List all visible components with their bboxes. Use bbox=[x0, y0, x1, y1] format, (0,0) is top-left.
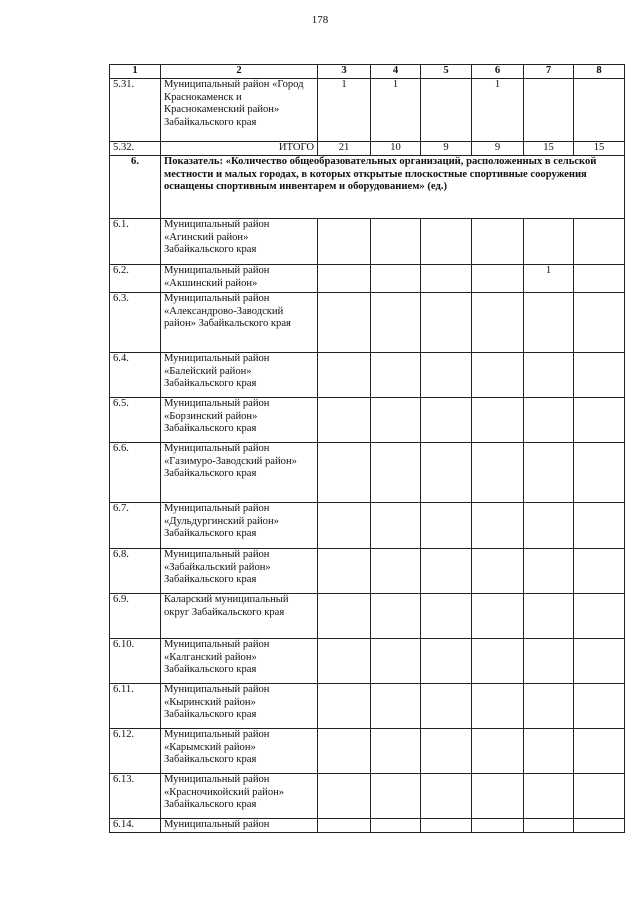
value-cell bbox=[421, 503, 472, 549]
row-number: 6.4. bbox=[110, 353, 161, 398]
total-value: 9 bbox=[472, 142, 524, 156]
value-cell bbox=[371, 684, 421, 729]
value-cell bbox=[318, 819, 371, 833]
value-cell bbox=[318, 774, 371, 819]
value-cell bbox=[421, 265, 472, 293]
district-name: Муниципальный район «Красночикойский район» Забайкальского края bbox=[161, 774, 318, 819]
value-cell bbox=[371, 729, 421, 774]
data-table bbox=[109, 64, 625, 833]
table-row bbox=[110, 729, 625, 774]
district-name: Муниципальный район «Александрово-Заводский район» Забайкальского края bbox=[161, 293, 318, 353]
value-cell bbox=[472, 503, 524, 549]
value-cell bbox=[421, 293, 472, 353]
district-rows bbox=[110, 219, 625, 833]
value-cell bbox=[421, 353, 472, 398]
value-cell bbox=[421, 729, 472, 774]
value-cell bbox=[574, 594, 625, 639]
district-name: Муниципальный район «Газимуро-Заводский район» Забайкальского края bbox=[161, 443, 318, 503]
value-cell bbox=[318, 639, 371, 684]
district-name: Муниципальный район «Карымский район» Забайкальского края bbox=[161, 729, 318, 774]
value-cell bbox=[524, 79, 574, 142]
row-number: 6.8. bbox=[110, 549, 161, 594]
value-cell bbox=[574, 549, 625, 594]
header-cell: 4 bbox=[371, 65, 421, 79]
table-row bbox=[110, 549, 625, 594]
value-cell bbox=[421, 639, 472, 684]
value-cell bbox=[371, 774, 421, 819]
district-name: Муниципальный район «Калганский район» Забайкальского края bbox=[161, 639, 318, 684]
value-cell bbox=[472, 639, 524, 684]
district-name: Муниципальный район «Кыринский район» Забайкальского края bbox=[161, 684, 318, 729]
table-row bbox=[110, 219, 625, 265]
header-cell: 6 bbox=[472, 65, 524, 79]
row-number: 6.12. bbox=[110, 729, 161, 774]
value-cell bbox=[371, 443, 421, 503]
header-cell: 8 bbox=[574, 65, 625, 79]
value-cell bbox=[421, 443, 472, 503]
district-name: Муниципальный район «Балейский район» Забайкальского края bbox=[161, 353, 318, 398]
value-cell bbox=[421, 774, 472, 819]
header-cell: 1 bbox=[110, 65, 161, 79]
row-number: 6.13. bbox=[110, 774, 161, 819]
total-label: ИТОГО bbox=[161, 142, 318, 156]
value-cell bbox=[371, 293, 421, 353]
table-row bbox=[110, 265, 625, 293]
value-cell bbox=[318, 684, 371, 729]
total-value: 9 bbox=[421, 142, 472, 156]
value-cell bbox=[524, 684, 574, 729]
district-name: Муниципальный район «Дульдургинский район» Забайкальского края bbox=[161, 503, 318, 549]
value-cell bbox=[574, 503, 625, 549]
row-number: 5.32. bbox=[110, 142, 161, 156]
total-row bbox=[110, 142, 625, 156]
value-cell bbox=[421, 819, 472, 833]
header-cell: 2 bbox=[161, 65, 318, 79]
value-cell bbox=[524, 219, 574, 265]
value-cell bbox=[318, 353, 371, 398]
value-cell: 1 bbox=[524, 265, 574, 293]
value-cell bbox=[574, 353, 625, 398]
value-cell bbox=[421, 79, 472, 142]
row-number: 6.14. bbox=[110, 819, 161, 833]
header-row bbox=[110, 65, 625, 79]
row-number: 6.1. bbox=[110, 219, 161, 265]
row-number: 5.31. bbox=[110, 79, 161, 142]
value-cell bbox=[472, 819, 524, 833]
table-row bbox=[110, 774, 625, 819]
value-cell bbox=[318, 549, 371, 594]
value-cell bbox=[524, 549, 574, 594]
table-row bbox=[110, 639, 625, 684]
value-cell bbox=[574, 219, 625, 265]
district-name: Муниципальный район «Акшинский район» bbox=[161, 265, 318, 293]
value-cell bbox=[524, 398, 574, 443]
value-cell bbox=[472, 774, 524, 819]
total-value: 15 bbox=[524, 142, 574, 156]
district-name: Муниципальный район «Агинский район» Забайкальского края bbox=[161, 219, 318, 265]
value-cell bbox=[524, 443, 574, 503]
value-cell bbox=[318, 443, 371, 503]
value-cell bbox=[318, 503, 371, 549]
value-cell bbox=[371, 503, 421, 549]
value-cell bbox=[472, 353, 524, 398]
header-cell: 7 bbox=[524, 65, 574, 79]
value-cell bbox=[574, 819, 625, 833]
value-cell bbox=[524, 293, 574, 353]
value-cell bbox=[371, 398, 421, 443]
district-name: Муниципальный район bbox=[161, 819, 318, 833]
value-cell: 1 bbox=[318, 79, 371, 142]
value-cell bbox=[371, 353, 421, 398]
value-cell bbox=[371, 265, 421, 293]
value-cell bbox=[318, 219, 371, 265]
total-value: 21 bbox=[318, 142, 371, 156]
value-cell bbox=[371, 819, 421, 833]
value-cell bbox=[574, 293, 625, 353]
row-number: 6.3. bbox=[110, 293, 161, 353]
value-cell bbox=[472, 594, 524, 639]
table-row bbox=[110, 503, 625, 549]
value-cell bbox=[421, 219, 472, 265]
row-number: 6.10. bbox=[110, 639, 161, 684]
value-cell bbox=[524, 819, 574, 833]
row-number: 6.5. bbox=[110, 398, 161, 443]
value-cell bbox=[421, 594, 472, 639]
table-row bbox=[110, 594, 625, 639]
total-value: 10 bbox=[371, 142, 421, 156]
value-cell bbox=[472, 265, 524, 293]
page-number: 178 bbox=[311, 14, 329, 26]
value-cell bbox=[318, 293, 371, 353]
row-number: 6.7. bbox=[110, 503, 161, 549]
value-cell bbox=[371, 549, 421, 594]
value-cell bbox=[371, 219, 421, 265]
value-cell bbox=[574, 774, 625, 819]
section-row bbox=[110, 156, 625, 219]
value-cell: 1 bbox=[472, 79, 524, 142]
table-row bbox=[110, 353, 625, 398]
value-cell bbox=[472, 443, 524, 503]
value-cell bbox=[524, 353, 574, 398]
table-row bbox=[110, 398, 625, 443]
district-name: Каларский муниципальный округ Забайкальского края bbox=[161, 594, 318, 639]
value-cell bbox=[421, 398, 472, 443]
header-cell: 5 bbox=[421, 65, 472, 79]
row-number: 6.6. bbox=[110, 443, 161, 503]
value-cell: 1 bbox=[371, 79, 421, 142]
value-cell bbox=[318, 398, 371, 443]
row-number: 6.2. bbox=[110, 265, 161, 293]
table-row bbox=[110, 293, 625, 353]
section-number: 6. bbox=[110, 156, 161, 219]
table-row bbox=[110, 79, 625, 142]
row-number: 6.9. bbox=[110, 594, 161, 639]
value-cell bbox=[472, 398, 524, 443]
value-cell bbox=[371, 594, 421, 639]
total-value: 15 bbox=[574, 142, 625, 156]
district-name: Муниципальный район «Город Краснокаменск и Краснокаменский район» Забайкальского края bbox=[161, 79, 318, 142]
value-cell bbox=[318, 594, 371, 639]
value-cell bbox=[574, 729, 625, 774]
value-cell bbox=[574, 79, 625, 142]
value-cell bbox=[421, 684, 472, 729]
value-cell bbox=[524, 594, 574, 639]
value-cell bbox=[472, 293, 524, 353]
value-cell bbox=[371, 639, 421, 684]
table-row bbox=[110, 684, 625, 729]
value-cell bbox=[472, 219, 524, 265]
value-cell bbox=[574, 684, 625, 729]
value-cell bbox=[574, 443, 625, 503]
indicator-title: Показатель: «Количество общеобразовательных организаций, расположенных в сельской местности и малых городах, в которых открытые плоскостные спортивные сооружения оснащены спортивным инвентарем и оборудованием» (ед.) bbox=[161, 156, 625, 219]
header-cell: 3 bbox=[318, 65, 371, 79]
value-cell bbox=[318, 729, 371, 774]
district-name: Муниципальный район «Борзинский район» Забайкальского края bbox=[161, 398, 318, 443]
district-name: Муниципальный район «Забайкальский район» Забайкальского края bbox=[161, 549, 318, 594]
value-cell bbox=[574, 639, 625, 684]
value-cell bbox=[318, 265, 371, 293]
value-cell bbox=[472, 684, 524, 729]
value-cell bbox=[524, 774, 574, 819]
table-row bbox=[110, 819, 625, 833]
value-cell bbox=[524, 729, 574, 774]
row-number: 6.11. bbox=[110, 684, 161, 729]
table-row bbox=[110, 443, 625, 503]
value-cell bbox=[574, 398, 625, 443]
value-cell bbox=[524, 503, 574, 549]
value-cell bbox=[524, 639, 574, 684]
value-cell bbox=[472, 549, 524, 594]
value-cell bbox=[574, 265, 625, 293]
value-cell bbox=[472, 729, 524, 774]
value-cell bbox=[421, 549, 472, 594]
